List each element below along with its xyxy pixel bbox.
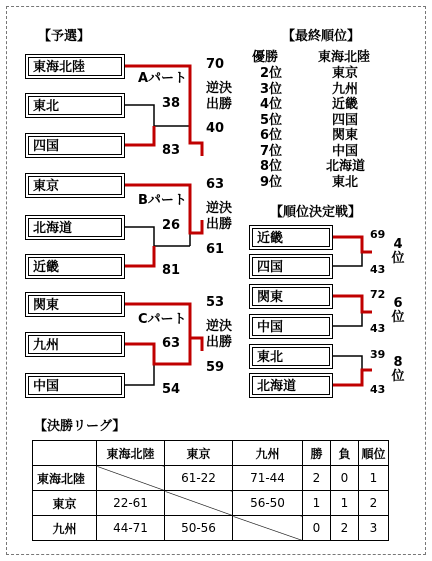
score: 72 — [370, 288, 386, 301]
league-diagonal-cell — [233, 516, 303, 541]
league-cell: 0 — [303, 516, 331, 541]
team-box: 中国 — [252, 317, 330, 336]
team-box: 近畿 — [252, 228, 330, 247]
rank-team: 東京 — [332, 66, 359, 81]
score: 43 — [370, 263, 386, 276]
rank-team: 東北 — [332, 175, 359, 190]
rank-team: 中国 — [332, 144, 359, 159]
bracket-b-semi-winner-line — [122, 246, 154, 266]
rank-team: 東海北陸 — [318, 50, 371, 65]
rank-team: 四国 — [332, 113, 359, 128]
rank-label: 2位 — [260, 66, 283, 81]
team-box: 九州 — [28, 335, 122, 354]
score: 83 — [162, 143, 181, 158]
league-cell: 44-71 — [97, 516, 165, 541]
score: 38 — [162, 96, 181, 111]
placement-label: 8 位 — [391, 355, 405, 384]
score: 26 — [162, 218, 181, 233]
table-row — [33, 466, 389, 491]
league-cell: 56-50 — [233, 491, 303, 516]
rank-team: 九州 — [332, 82, 359, 97]
advance-label: 出勝 — [206, 217, 233, 232]
rank-team: 関東 — [332, 128, 359, 143]
league-cell: 0 — [331, 466, 359, 491]
bracket-a-outer-line — [190, 126, 202, 143]
placement-3-line — [330, 356, 362, 370]
score: 54 — [162, 382, 181, 397]
team-box: 四国 — [252, 257, 330, 276]
team-box: 関東 — [28, 295, 122, 314]
advance-label: 逆決 — [206, 81, 233, 96]
placement-2-line — [330, 312, 362, 326]
advance-label: 逆決 — [206, 319, 233, 334]
rank-label: 3位 — [260, 82, 283, 97]
league-row-header: 東京 — [33, 491, 97, 516]
league-cell: 61-22 — [165, 466, 233, 491]
league-cell: 71-44 — [233, 466, 303, 491]
placement-label: 6 位 — [391, 296, 405, 325]
placement-1-line — [330, 252, 362, 266]
team-box: 東北 — [28, 96, 122, 115]
score: 70 — [206, 57, 225, 72]
team-box: 北海道 — [28, 218, 122, 237]
league-col-header: 負 — [331, 441, 359, 466]
final-ranking-title: 【最終順位】 — [282, 29, 361, 44]
score: 43 — [370, 322, 386, 335]
score: 40 — [206, 121, 225, 136]
score: 61 — [206, 242, 225, 257]
league-col-header: 順位 — [359, 441, 389, 466]
team-box: 四国 — [28, 136, 122, 155]
rank-label: 優勝 — [252, 50, 279, 65]
prelim-title: 【予選】 — [38, 29, 91, 44]
placement-1-winner-line — [330, 237, 372, 252]
advance-label: 出勝 — [206, 335, 233, 350]
league-diagonal-cell — [97, 466, 165, 491]
team-box: 北海道 — [252, 376, 330, 395]
league-row-header: 九州 — [33, 516, 97, 541]
score: 59 — [206, 360, 225, 375]
league-cell: 1 — [303, 491, 331, 516]
placement-2-winner-line — [330, 296, 372, 312]
table-row — [33, 491, 389, 516]
score: 39 — [370, 348, 386, 361]
team-box: 東海北陸 — [28, 57, 122, 76]
rank-label: 5位 — [260, 113, 283, 128]
bracket-a-semi-winner-line — [122, 126, 154, 145]
team-box: 東北 — [252, 347, 330, 366]
league-cell: 2 — [359, 491, 389, 516]
score: 81 — [162, 263, 181, 278]
bracket-a-inner-line — [122, 105, 190, 145]
league-table — [32, 440, 389, 541]
score: 63 — [206, 177, 225, 192]
league-title: 【決勝リーグ】 — [34, 419, 126, 434]
league-diagonal-cell — [165, 491, 233, 516]
rank-team: 近畿 — [332, 97, 359, 112]
league-col-header: 勝 — [303, 441, 331, 466]
group-label: Cパート — [138, 312, 187, 327]
placement-3-winner-line — [330, 370, 372, 385]
league-cell: 1 — [331, 491, 359, 516]
league-col-header: 東京 — [165, 441, 233, 466]
placement-title: 【順位決定戦】 — [270, 205, 362, 220]
group-label: Aパート — [138, 71, 188, 86]
team-box: 中国 — [28, 376, 122, 395]
team-box: 関東 — [252, 287, 330, 306]
rank-label: 7位 — [260, 144, 283, 159]
score: 43 — [370, 383, 386, 396]
placement-label: 4 位 — [391, 237, 405, 266]
table-row — [33, 516, 389, 541]
league-cell: 3 — [359, 516, 389, 541]
league-col-header: 九州 — [233, 441, 303, 466]
league-cell: 1 — [359, 466, 389, 491]
score: 63 — [162, 336, 181, 351]
score: 69 — [370, 228, 386, 241]
group-label: Bパート — [138, 193, 187, 208]
league-corner-cell — [33, 441, 97, 466]
team-box: 近畿 — [28, 257, 122, 276]
league-row-header: 東海北陸 — [33, 466, 97, 491]
rank-label: 9位 — [260, 175, 283, 190]
league-col-header: 東海北陸 — [97, 441, 165, 466]
rank-team: 北海道 — [326, 159, 366, 174]
league-cell: 2 — [303, 466, 331, 491]
score: 53 — [206, 295, 225, 310]
league-cell: 2 — [331, 516, 359, 541]
bracket-b-outer-line — [190, 233, 202, 246]
team-box: 東京 — [28, 176, 122, 195]
rank-label: 6位 — [260, 128, 283, 143]
league-cell: 50-56 — [165, 516, 233, 541]
league-cell: 22-61 — [97, 491, 165, 516]
rank-label: 8位 — [260, 159, 283, 174]
advance-label: 逆決 — [206, 201, 233, 216]
rank-label: 4位 — [260, 97, 283, 112]
league-header-row — [33, 441, 389, 466]
advance-label: 出勝 — [206, 97, 233, 112]
